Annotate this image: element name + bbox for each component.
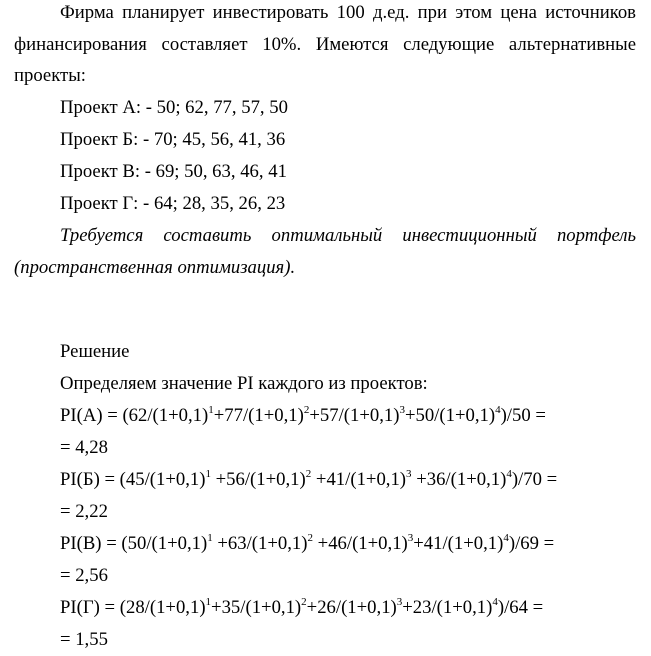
formula-pi-a-result: = 4,28 [60, 437, 108, 458]
formula-pi-g-result: = 1,55 [60, 629, 108, 650]
intro-line-1: Фирма планирует инвестировать 100 д.ед. при этом цена источников [60, 2, 636, 23]
project-g: Проект Г: - 64; 28, 35, 26, 23 [60, 193, 286, 214]
project-a: Проект А: - 50; 62, 77, 57, 50 [60, 97, 288, 118]
intro-line-3: проекты: [14, 65, 86, 86]
project-v: Проект В: - 69; 50, 63, 46, 41 [60, 161, 287, 182]
solution-heading: Решение [60, 341, 130, 362]
formula-pi-g: $PI(Г) = (28/(1+0,1)^1+35/(1+0,1)^2+26/(1+0,1)^3+23/(1+0,1)^4)/64$ = [60, 595, 544, 618]
project-b: Проект Б: - 70; 45, 56, 41, 36 [60, 129, 286, 150]
task-line-1: Требуется составить оптимальный инвестиционный портфель [60, 225, 636, 246]
formula-pi-b: $PI(Б) = (45/(1+0,1)^1 +56/(1+0,1)^2 +41/(1+0,1)^3 +36/(1+0,1)^4)/70$ = [60, 467, 558, 490]
solution-intro: Определяем значение PI каждого из проектов: [60, 373, 428, 394]
formula-pi-a: $PI(А) = (62/(1+0,1)^1+77/(1+0,1)^2+57/(1+0,1)^3+50/(1+0,1)^4)/50$ = [60, 403, 546, 426]
formula-pi-v: $PI(В) = (50/(1+0,1)^1 +63/(1+0,1)^2 +46/(1+0,1)^3+41/(1+0,1)^4)/69$ = [60, 531, 555, 554]
formula-pi-v-result: = 2,56 [60, 565, 108, 586]
task-line-2: (пространственная оптимизация). [14, 257, 296, 278]
formula-pi-b-result: = 2,22 [60, 501, 108, 522]
intro-line-2: финансирования составляет 10%. Имеются следующие альтернативные [14, 34, 636, 55]
